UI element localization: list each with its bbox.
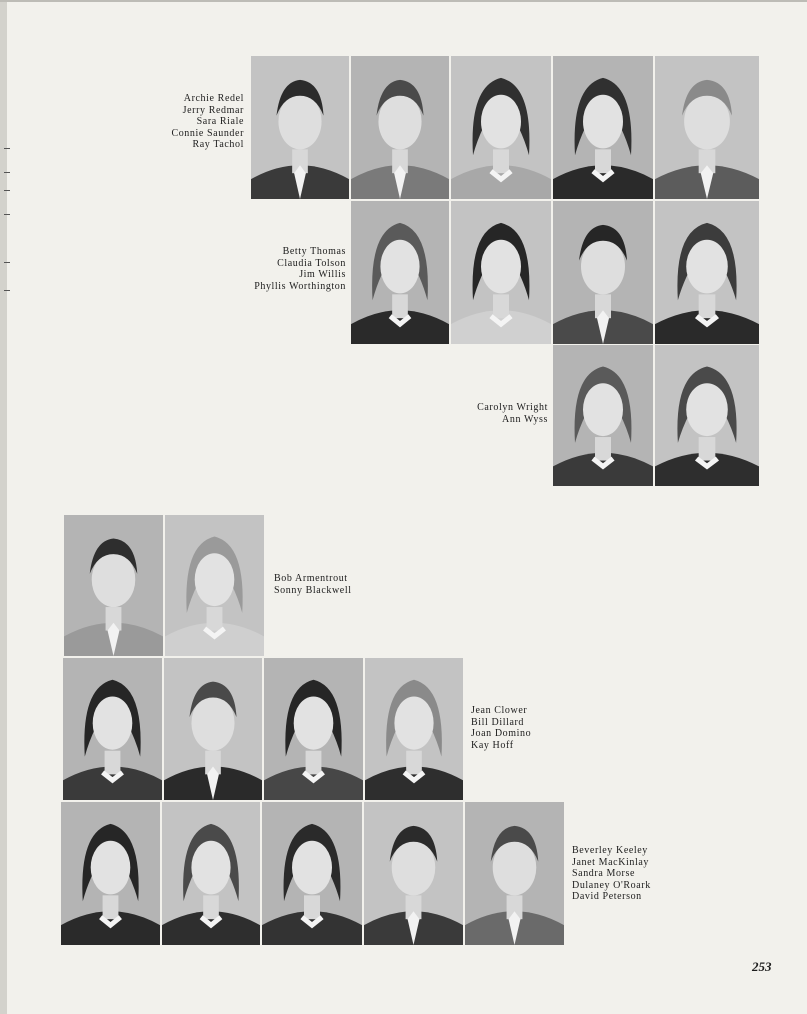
name-list-group-3 bbox=[477, 402, 548, 425]
student-name: Ray Tachol bbox=[192, 139, 244, 151]
student-name: Jim Willis bbox=[299, 269, 346, 281]
student-portrait-photo bbox=[451, 56, 551, 199]
student-name: Carolyn Wright bbox=[477, 402, 548, 413]
student-portrait-photo bbox=[655, 56, 759, 199]
name-list-group-4 bbox=[274, 573, 352, 596]
student-portrait-photo bbox=[553, 201, 653, 344]
name-list-group-1 bbox=[171, 93, 244, 151]
student-name: David Peterson bbox=[572, 891, 642, 903]
student-name: Jean Clower bbox=[471, 705, 528, 716]
student-portrait-photo bbox=[351, 56, 449, 199]
student-name: Bill Dillard bbox=[471, 716, 525, 728]
student-name: Jerry Redmar bbox=[182, 104, 244, 116]
name-list-group-6 bbox=[572, 845, 651, 903]
edge-mark bbox=[4, 148, 10, 149]
student-portrait-photo bbox=[553, 56, 653, 199]
student-name: Kay Hoff bbox=[471, 739, 514, 751]
student-portrait-photo bbox=[553, 345, 653, 486]
student-name: Ann Wyss bbox=[502, 413, 548, 425]
edge-mark bbox=[4, 190, 10, 191]
student-name: Sandra Morse bbox=[572, 868, 636, 880]
student-portrait-photo bbox=[365, 658, 463, 800]
student-name: Betty Thomas bbox=[282, 246, 346, 257]
student-portrait-photo bbox=[64, 515, 163, 656]
student-portrait-photo bbox=[164, 658, 262, 800]
student-name: Claudia Tolson bbox=[277, 257, 346, 269]
student-name: Janet MacKinlay bbox=[572, 856, 650, 868]
student-portrait-photo bbox=[251, 56, 349, 199]
page-binding-edge bbox=[0, 0, 7, 1014]
student-name: Joan Domino bbox=[471, 728, 532, 740]
student-portrait-photo bbox=[165, 515, 264, 656]
student-name: Sonny Blackwell bbox=[274, 584, 352, 596]
student-portrait-photo bbox=[451, 201, 551, 344]
student-portrait-photo bbox=[364, 802, 463, 945]
student-portrait-photo bbox=[162, 802, 260, 945]
student-name: Bob Armentrout bbox=[274, 573, 348, 584]
student-portrait-photo bbox=[264, 658, 363, 800]
student-portrait-photo bbox=[465, 802, 564, 945]
name-list-group-2 bbox=[254, 246, 346, 292]
student-portrait-photo bbox=[351, 201, 449, 344]
edge-mark bbox=[4, 290, 10, 291]
student-name: Beverley Keeley bbox=[572, 845, 648, 856]
student-portrait-photo bbox=[61, 802, 160, 945]
student-portrait-photo bbox=[262, 802, 362, 945]
student-name: Phyllis Worthington bbox=[254, 280, 346, 292]
edge-mark bbox=[4, 262, 10, 263]
student-portrait-photo bbox=[655, 345, 759, 486]
page-top-edge bbox=[0, 0, 807, 2]
edge-mark bbox=[4, 172, 10, 173]
student-portrait-photo bbox=[63, 658, 162, 800]
student-portrait-photo bbox=[655, 201, 759, 344]
edge-mark bbox=[4, 214, 10, 215]
student-name: Sara Riale bbox=[196, 116, 244, 128]
page-number: 253 bbox=[752, 959, 772, 974]
name-list-group-5 bbox=[471, 705, 531, 751]
student-name: Connie Saunder bbox=[171, 127, 244, 139]
student-name: Archie Redel bbox=[183, 93, 244, 104]
student-name: Dulaney O'Roark bbox=[572, 879, 651, 891]
